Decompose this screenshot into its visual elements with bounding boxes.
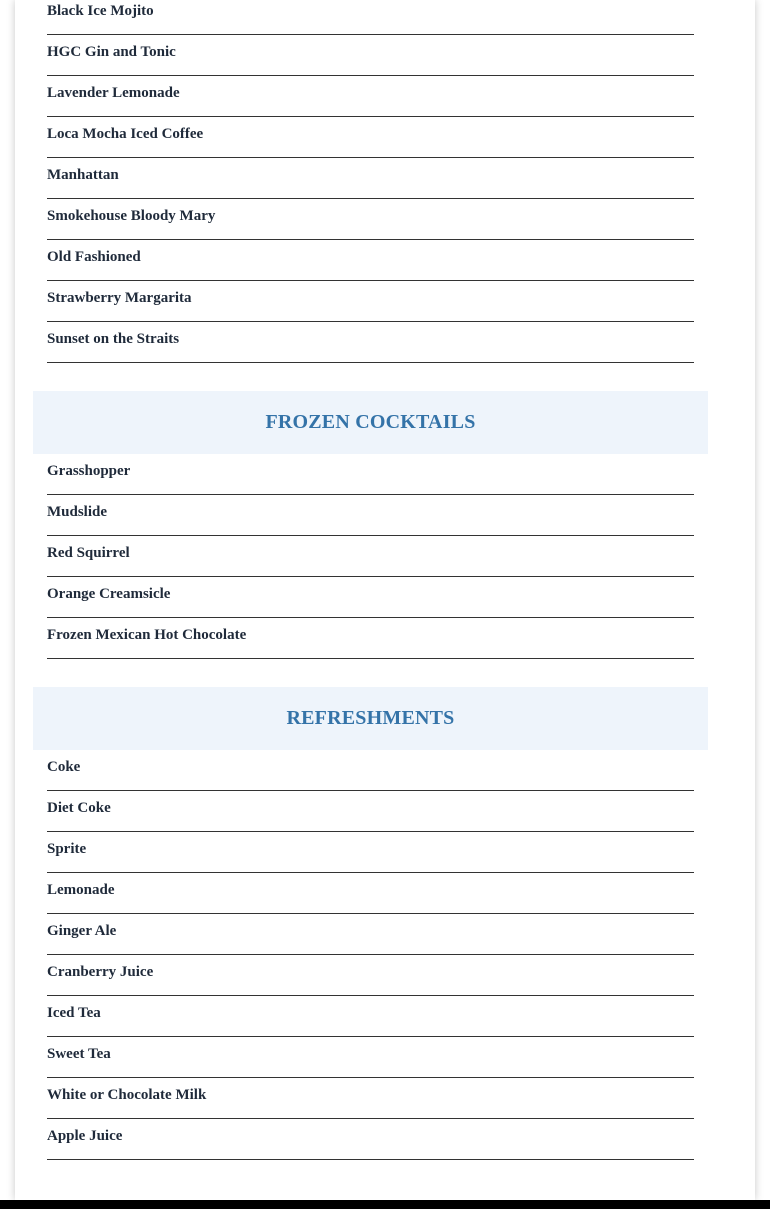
item-label: HGC Gin and Tonic [47, 44, 176, 60]
list-item [47, 240, 694, 281]
item-label: Cranberry Juice [47, 964, 154, 980]
list-item [47, 117, 694, 158]
item-label: Manhattan [47, 167, 119, 183]
list-item [47, 35, 694, 76]
item-label: Loca Mocha Iced Coffee [47, 126, 204, 142]
list-item [47, 832, 694, 873]
list-item [47, 1037, 694, 1078]
list-item [47, 536, 694, 577]
list-item [47, 495, 694, 536]
list-item [47, 454, 694, 495]
refreshments-header [33, 687, 708, 750]
item-label: Frozen Mexican Hot Chocolate [47, 627, 247, 643]
item-label: Sunset on the Straits [47, 331, 180, 347]
item-label: White or Chocolate Milk [47, 1087, 207, 1103]
list-item [47, 1078, 694, 1119]
footer-bar [0, 1200, 770, 1209]
item-label: Black Ice Mojito [47, 3, 154, 19]
item-label: Iced Tea [47, 1005, 101, 1021]
list-item [47, 955, 694, 996]
item-label: Ginger Ale [47, 923, 117, 939]
item-label: Orange Creamsicle [47, 586, 171, 602]
item-label: Diet Coke [47, 800, 111, 816]
item-label: Grasshopper [47, 463, 131, 479]
list-item [47, 322, 694, 363]
section-title: FROZEN COCKTAILS [265, 411, 476, 433]
item-label: Mudslide [47, 504, 108, 520]
list-item [47, 996, 694, 1037]
list-item [47, 0, 694, 35]
frozen-cocktails-list [47, 454, 694, 659]
refreshments-list [47, 750, 694, 1160]
list-item [47, 914, 694, 955]
cocktails-list [47, 0, 694, 363]
list-item [47, 618, 694, 659]
item-label: Strawberry Margarita [47, 290, 192, 306]
item-label: Red Squirrel [47, 545, 130, 561]
item-label: Apple Juice [47, 1128, 123, 1144]
list-item [47, 791, 694, 832]
item-label: Sweet Tea [47, 1046, 111, 1062]
item-label: Lavender Lemonade [47, 85, 180, 101]
list-item [47, 76, 694, 117]
item-label: Old Fashioned [47, 249, 141, 265]
list-item [47, 577, 694, 618]
section-title: REFRESHMENTS [286, 707, 455, 729]
list-item [47, 1119, 694, 1160]
list-item [47, 281, 694, 322]
frozen-cocktails-header [33, 391, 708, 454]
list-item [47, 199, 694, 240]
item-label: Smokehouse Bloody Mary [47, 208, 216, 224]
list-item [47, 750, 694, 791]
list-item [47, 158, 694, 199]
list-item [47, 873, 694, 914]
item-label: Sprite [47, 841, 87, 857]
item-label: Coke [47, 759, 81, 775]
item-label: Lemonade [47, 882, 115, 898]
